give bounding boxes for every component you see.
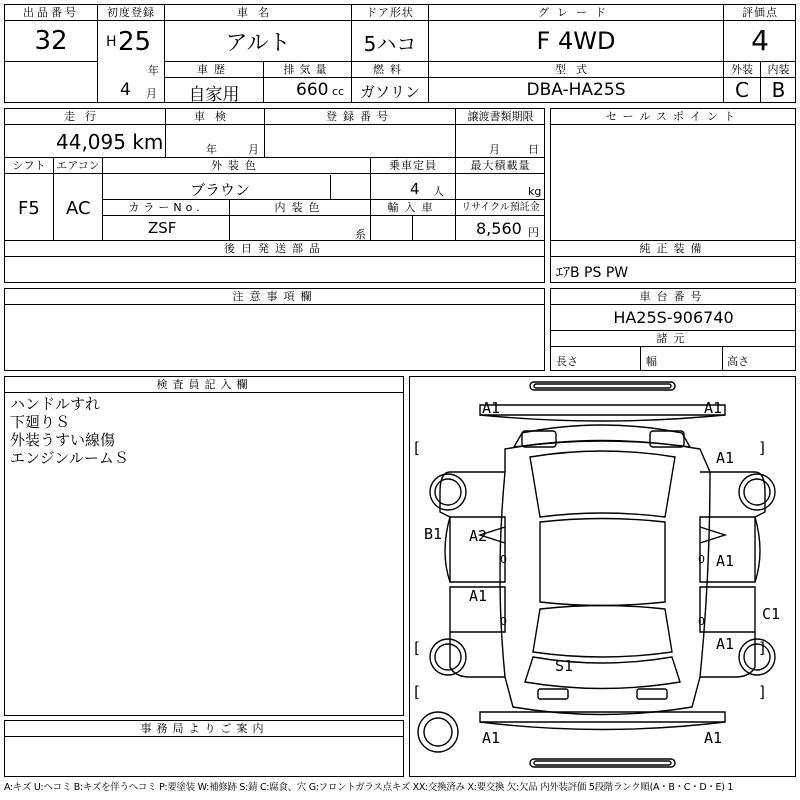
- inspection-year-unit: 年: [206, 143, 217, 156]
- capacity-unit: 人: [433, 185, 444, 198]
- bracket-mark: ]: [758, 639, 768, 657]
- shift-label: シフト: [5, 158, 53, 174]
- ext-color-label: 外装色: [103, 158, 370, 174]
- sales-point-label: セールスポイント: [551, 109, 796, 125]
- capacity: 4: [410, 180, 420, 198]
- car-outline-diagram: [410, 377, 795, 776]
- bracket-mark: [: [412, 639, 422, 657]
- shift: F5: [18, 198, 40, 219]
- interior-grade: B: [771, 78, 786, 102]
- history-label: 車歴: [165, 62, 263, 78]
- inspection-month-unit: 月: [248, 143, 259, 156]
- inspector-note-line: ハンドルすれ: [10, 395, 101, 413]
- damage-mark: A1: [716, 449, 735, 467]
- inspector-notes: [10, 395, 129, 467]
- grade: F 4WD: [536, 27, 616, 55]
- color-no: ZSF: [148, 219, 177, 237]
- damage-mark: C1: [762, 605, 781, 623]
- recycle-label: リサイクル預託金: [456, 200, 545, 216]
- int-color-unit: 系: [355, 228, 366, 241]
- equipment-label: 純正装備: [551, 241, 796, 257]
- first-reg-era: H: [106, 34, 117, 50]
- equipment: ｴｱB PS PW: [556, 265, 629, 281]
- bracket-mark: ]: [758, 683, 768, 701]
- inspector-note-line: 下廻りＳ: [10, 413, 71, 431]
- spec-label: 諸元: [551, 331, 796, 347]
- max-load-unit: kg: [528, 185, 542, 198]
- transfer-day-unit: 日: [528, 143, 539, 156]
- history: 自家用: [188, 85, 240, 105]
- first-reg-label: 初度登録: [98, 5, 164, 21]
- damage-mark: A1: [469, 587, 488, 605]
- inspector-note-line: 外装うすい線傷: [10, 431, 116, 449]
- transfer-month-unit: 月: [489, 143, 500, 156]
- color-no-label: カラーNo.: [103, 200, 229, 216]
- damage-mark: A1: [716, 552, 735, 570]
- score-label: 評価点: [724, 5, 796, 21]
- mileage: 44,095 km: [56, 130, 164, 154]
- displacement-label: 排気量: [264, 62, 351, 78]
- displacement: 660: [296, 80, 329, 100]
- interior-label: 内装: [761, 62, 796, 78]
- door-label: ドア形状: [352, 5, 428, 21]
- int-color-label: 内装色: [230, 200, 370, 216]
- office-label: 事務局よりご案内: [5, 721, 404, 737]
- damage-mark: A1: [704, 729, 723, 747]
- recycle: 8,560: [476, 219, 522, 238]
- ac-label: エアコン: [54, 158, 102, 174]
- bracket-mark: [: [412, 439, 422, 457]
- model: DBA-HA25S: [526, 80, 626, 100]
- damage-mark: A1: [716, 635, 735, 653]
- exterior-grade: C: [735, 78, 749, 102]
- zero-mark: 0: [698, 615, 705, 628]
- recycle-unit: 円: [528, 226, 539, 239]
- first-reg-year-unit: 年: [148, 64, 159, 77]
- inspection-label: 車検: [166, 109, 264, 125]
- transfer-label: 譲渡書類期限: [456, 109, 545, 125]
- lot-no: 32: [34, 26, 68, 56]
- car-damage-diagram: [409, 376, 796, 777]
- exterior-label: 外装: [724, 62, 760, 78]
- damage-mark: B1: [424, 525, 443, 543]
- length-label: 長さ: [556, 355, 578, 368]
- score: 4: [751, 24, 769, 57]
- first-reg-month: 4: [120, 80, 131, 100]
- chassis-label: 車台番号: [551, 289, 796, 305]
- chassis: HA25S-906740: [613, 308, 734, 327]
- damage-mark: A1: [704, 399, 723, 417]
- caution-label: 注意事項欄: [5, 289, 545, 305]
- max-load-label: 最大積載量: [456, 158, 545, 174]
- inspector-label: 検査員記入欄: [5, 377, 404, 393]
- model-label: 型式: [429, 62, 723, 78]
- damage-code-legend: A:キズ U:ヘコミ B:キズを伴うヘコミ P:要塗装 W:補修跡 S:錆 C:腐食、穴 G:フロントガラス点キズ XX:交換済み X:要交換 欠:欠品 内外装評価 5段階ランク順(A・B・C・D・E) 1: [4, 782, 734, 793]
- car-name: アルト: [225, 31, 291, 56]
- ac: AC: [66, 198, 91, 219]
- bracket-mark: [: [412, 683, 422, 701]
- fuel-label: 燃料: [352, 62, 428, 78]
- door: 5ハコ: [363, 32, 417, 56]
- zero-mark: 0: [698, 553, 705, 566]
- damage-mark: A1: [482, 399, 501, 417]
- later-parts-label: 後日発送部品: [5, 241, 545, 257]
- height-label: 高さ: [727, 355, 749, 368]
- damage-mark: A2: [469, 527, 488, 545]
- ext-color: ブラウン: [190, 181, 251, 199]
- zero-mark: 0: [500, 615, 507, 628]
- first-reg-year: 25: [118, 27, 152, 57]
- import-label: 輸入車: [371, 200, 455, 216]
- zero-mark: 0: [500, 553, 507, 566]
- fuel: ガソリン: [359, 83, 420, 101]
- damage-mark: S1: [555, 657, 574, 675]
- displacement-unit: cc: [332, 85, 345, 98]
- lot-no-label: 出品番号: [5, 5, 97, 21]
- width-label: 幅: [646, 355, 657, 368]
- mileage-label: 走行: [5, 109, 165, 125]
- damage-mark: A1: [482, 729, 501, 747]
- first-reg-month-unit: 月: [146, 87, 157, 100]
- grade-label: グレード: [429, 5, 723, 21]
- bracket-mark: ]: [758, 439, 768, 457]
- car-name-label: 車名: [165, 5, 351, 21]
- plate-label: 登録番号: [265, 109, 455, 125]
- capacity-label: 乗車定員: [371, 158, 455, 174]
- inspector-note-line: エンジンルームＳ: [10, 449, 129, 467]
